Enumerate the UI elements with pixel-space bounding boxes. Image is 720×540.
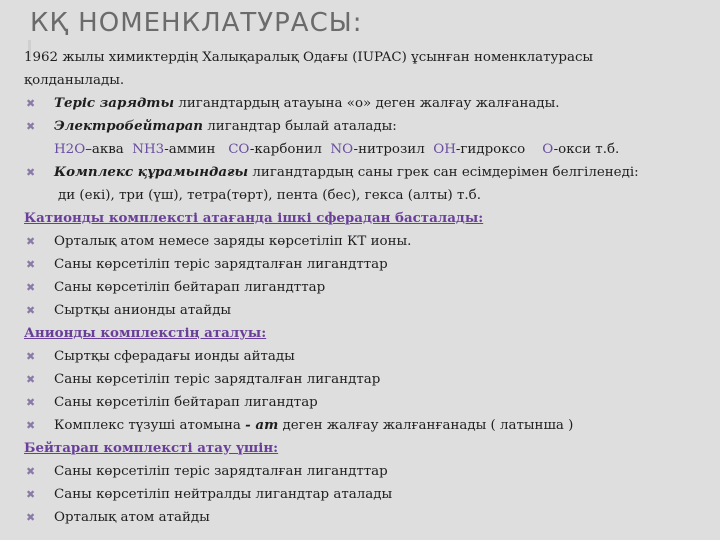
x-mark-icon: ✖ [26, 419, 36, 432]
x-mark-icon: ✖ [26, 120, 36, 133]
list-item: ✖ Саны көрсетіліп теріс зарядталған лигандтар [24, 368, 714, 391]
heading-cationic: Катионды комплексті атағанда ішкі сферадан басталады: [24, 210, 484, 226]
list-item: ✖ Комплекс түзуші атомына - ат деген жалғау жалғанғанады ( латынша ) [24, 414, 714, 437]
bullet-text: лигандтардың атауына «о» деген жалғау жалғанады. [174, 96, 560, 111]
bullet-text: лигандтар былай аталады: [203, 119, 397, 134]
list-item: ✖ Саны көрсетіліп бейтарап лигандтар [24, 391, 714, 414]
greek-prefixes: ди (екі), три (үш), тетра(төрт), пента (бес), гекса (алты) т.б. [58, 188, 481, 203]
x-mark-icon: ✖ [26, 350, 36, 363]
ligand-item: NH3-аммин [132, 142, 216, 157]
ligand-item: CO-карбонил [228, 142, 322, 157]
x-mark-icon: ✖ [26, 258, 36, 271]
x-mark-icon: ✖ [26, 304, 36, 317]
slide-content [24, 46, 714, 529]
list-item: ✖ Саны көрсетіліп теріс зарядталған лигандттар [24, 460, 714, 483]
x-mark-icon: ✖ [26, 97, 36, 110]
intro-line-1: 1962 жылы химиктердің Халықаралық Одағы (IUPAC) ұсынған номенклатурасы [24, 50, 594, 65]
heading-neutral-complex: Бейтарап комплексті атау үшін: [24, 440, 279, 456]
page-title: КҚ НОМЕНКЛАТУРАСЫ: [30, 8, 363, 38]
ligand-item: O-окси т.б. [542, 142, 620, 157]
x-mark-icon: ✖ [26, 465, 36, 478]
list-item: ✖ Орталық атом атайды [24, 506, 714, 529]
bullet-negative-ligands [24, 92, 714, 115]
list-item: ✖ Саны көрсетіліп теріс зарядталған лигандттар [24, 253, 714, 276]
bullet-text: лигандтардың саны грек сан есімдерімен белгіленеді: [248, 165, 639, 180]
emphasis-text: Теріс зарядты [54, 95, 175, 111]
list-item: ✖ Сыртқы анионды атайды [24, 299, 714, 322]
list-item: ✖ Сыртқы сферадағы ионды айтады [24, 345, 714, 368]
x-mark-icon: ✖ [26, 488, 36, 501]
intro-line-2: қолданылады. [24, 73, 125, 88]
list-item: ✖ Орталық атом немесе заряды көрсетіліп КТ ионы. [24, 230, 714, 253]
bullet-ligand-count [24, 161, 714, 184]
heading-anionic: Анионды комплекстің аталуы: [24, 325, 267, 341]
ligand-item: OH-гидроксо [433, 142, 526, 157]
bullet-neutral-ligands [24, 115, 714, 138]
ligand-item: NO-нитрозил [330, 142, 425, 157]
emphasis-text: Комплекс құрамындағы [54, 164, 249, 180]
emphasis-text: - ат [245, 417, 279, 433]
x-mark-icon: ✖ [26, 511, 36, 524]
x-mark-icon: ✖ [26, 373, 36, 386]
list-item: ✖ Саны көрсетіліп бейтарап лигандттар [24, 276, 714, 299]
list-item: ✖ Саны көрсетіліп нейтралды лигандтар аталады [24, 483, 714, 506]
x-mark-icon: ✖ [26, 166, 36, 179]
ligand-item: H2O–аква [54, 142, 124, 157]
x-mark-icon: ✖ [26, 235, 36, 248]
ligand-list [24, 138, 714, 161]
x-mark-icon: ✖ [26, 396, 36, 409]
x-mark-icon: ✖ [26, 281, 36, 294]
emphasis-text: Электробейтарап [54, 118, 204, 134]
